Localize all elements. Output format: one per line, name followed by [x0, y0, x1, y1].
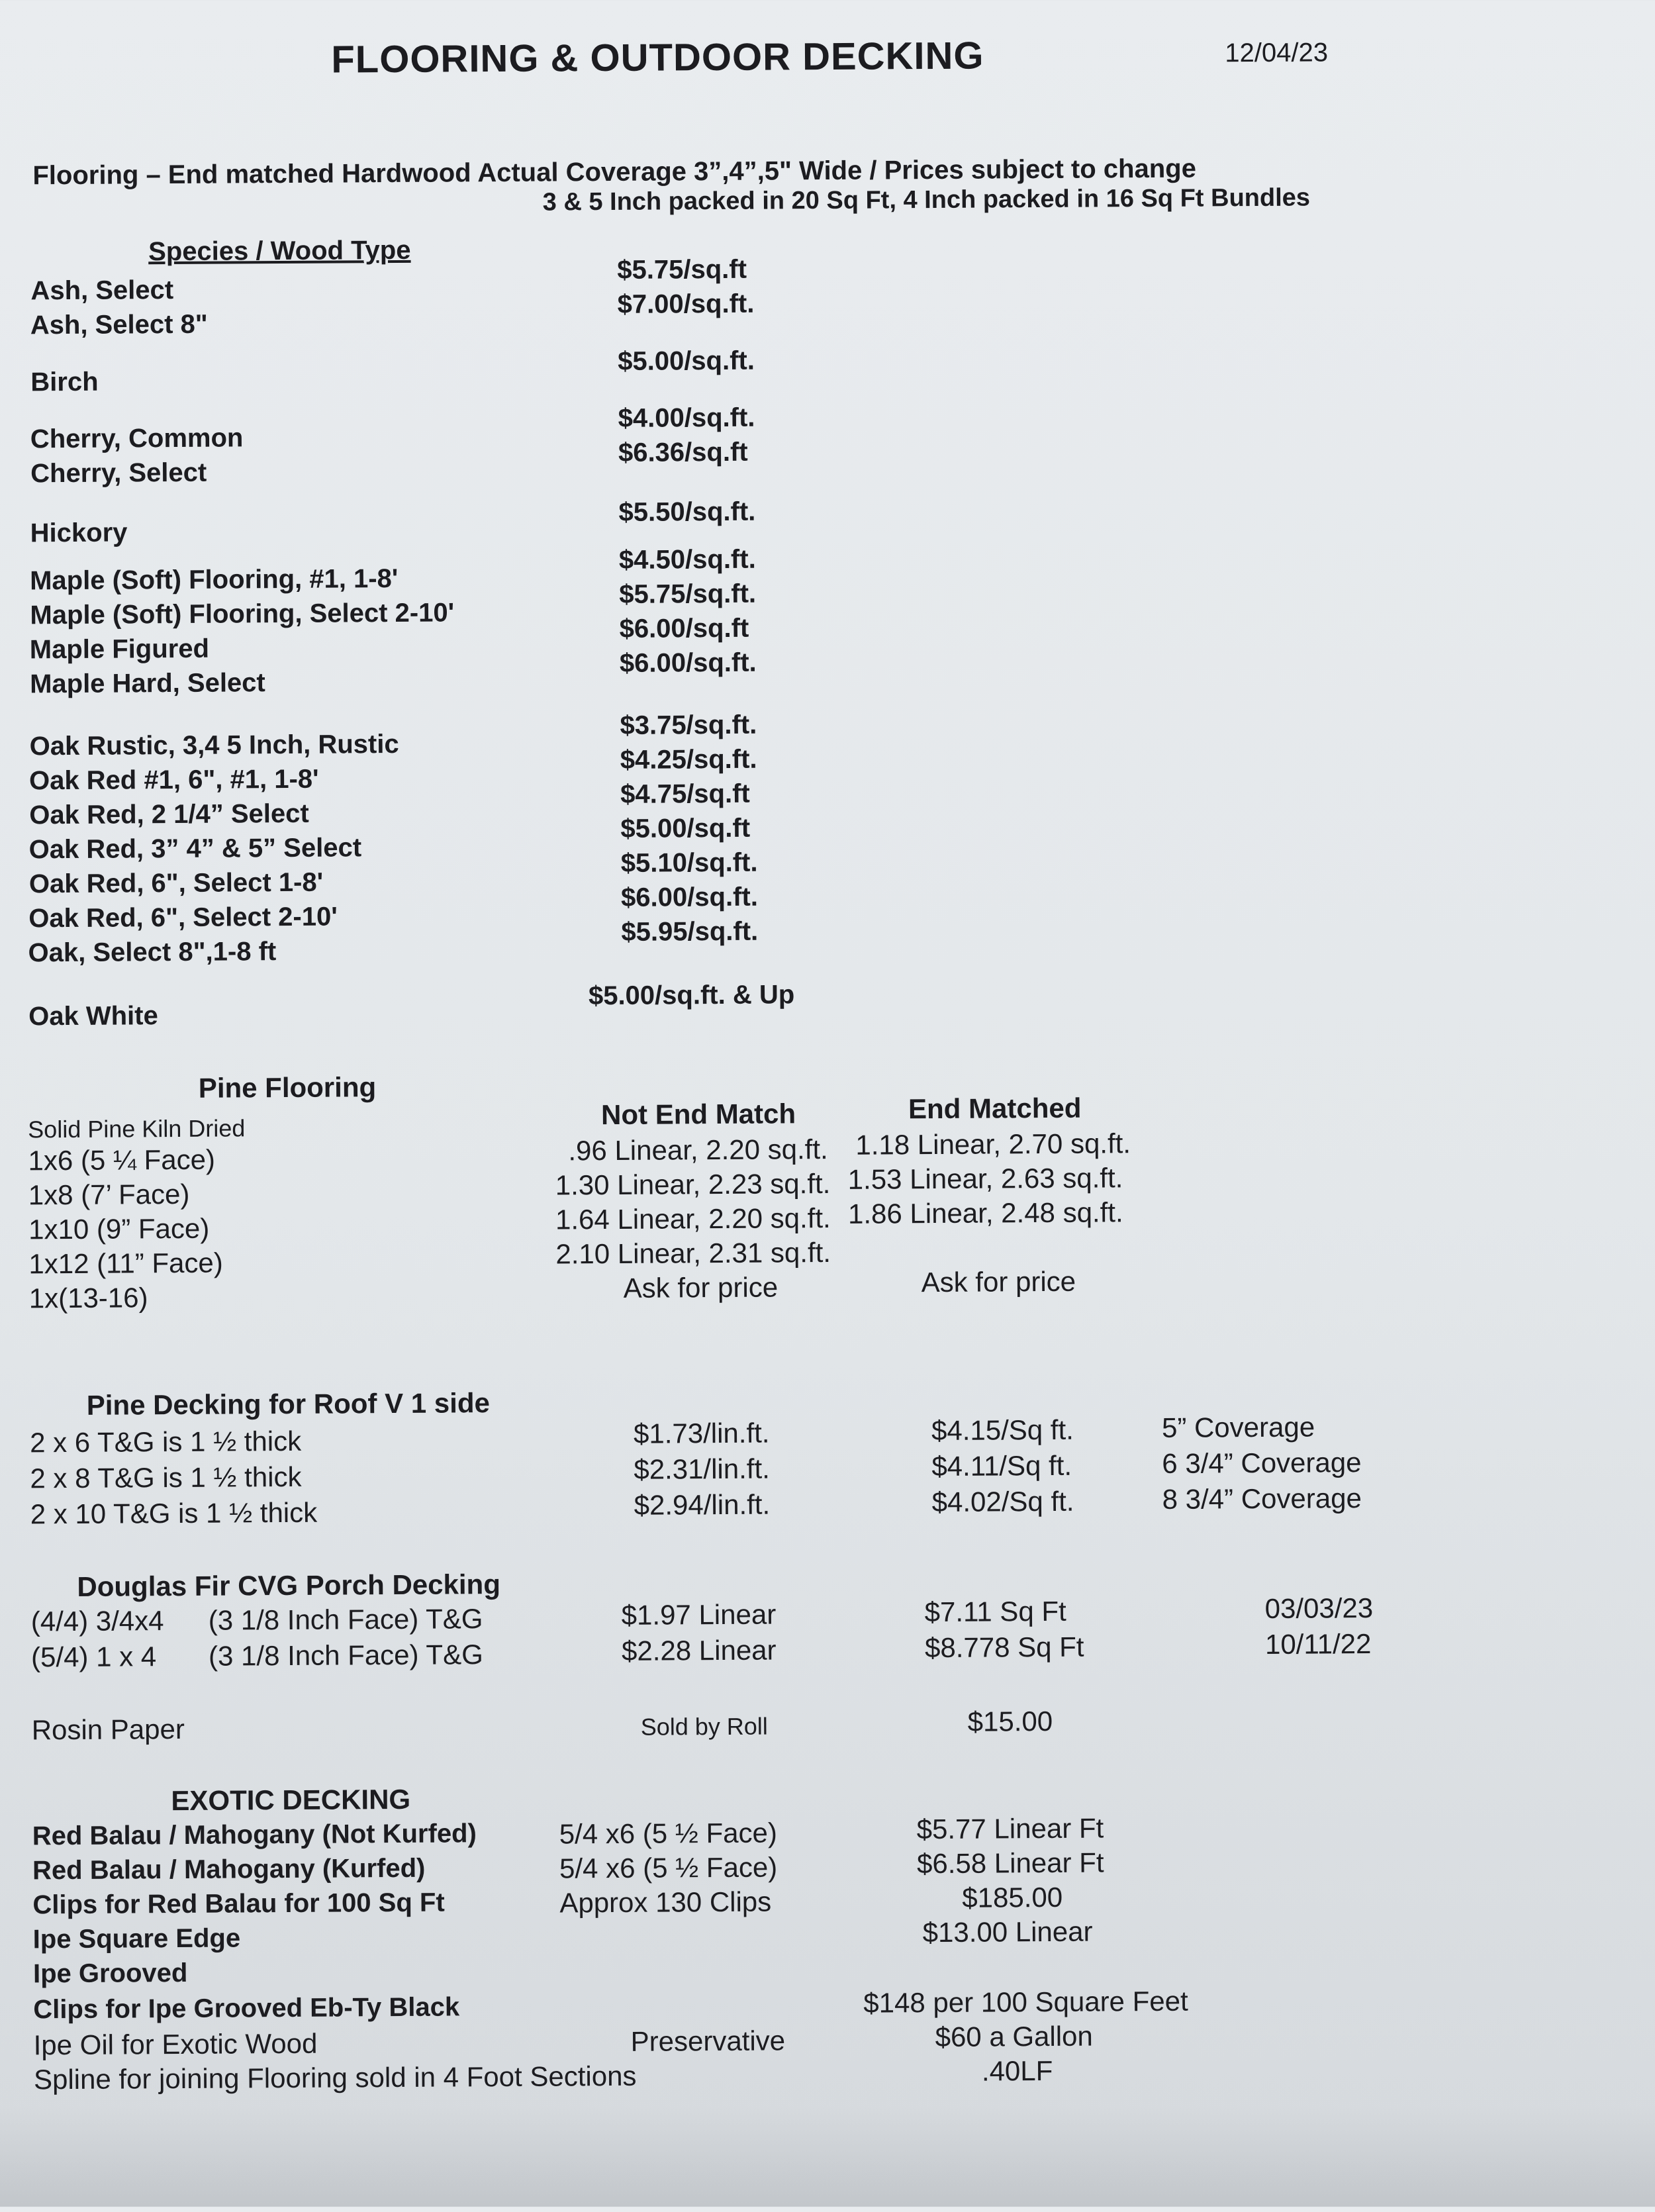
exotic-name: Ipe Oil for Exotic Wood — [33, 2027, 318, 2061]
fir-face: (3 1/8 Inch Face) T&G — [208, 1639, 483, 1672]
fir-size: (4/4) 3/4x4 — [30, 1605, 164, 1637]
hardwood-name: Oak Red, 6", Select 2-10' — [28, 902, 338, 934]
decking-linear-price: $2.94/lin.ft. — [634, 1488, 771, 1521]
exotic-name: Ipe Grooved — [32, 1958, 188, 1989]
fir-sqft-price: $8.778 Sq Ft — [924, 1631, 1084, 1664]
fir-face: (3 1/8 Inch Face) T&G — [208, 1603, 483, 1636]
hardwood-price: $5.00/sq.ft — [620, 813, 751, 843]
pine-end-price: 1.53 Linear, 2.63 sq.ft. — [847, 1162, 1123, 1195]
exotic-spec: Approx 130 Clips — [559, 1886, 772, 1919]
pine-flooring-header: Pine Flooring — [198, 1071, 377, 1104]
pine-decking-header: Pine Decking for Roof V 1 side — [86, 1387, 491, 1421]
exotic-name: Ipe Square Edge — [32, 1923, 241, 1954]
pine-size: 1x(13-16) — [28, 1282, 148, 1314]
end-matched-header: End Matched — [908, 1092, 1082, 1125]
hardwood-price: $5.75/sq.ft. — [619, 579, 757, 609]
exotic-name: Red Balau / Mahogany (Not Kurfed) — [32, 1819, 477, 1851]
decking-coverage: 8 3/4” Coverage — [1162, 1482, 1362, 1515]
exotic-price: $60 a Gallon — [935, 2020, 1093, 2053]
exotic-header: EXOTIC DECKING — [171, 1783, 411, 1817]
pine-subheader: Solid Pine Kiln Dried — [28, 1114, 246, 1143]
flooring-subtitle: Flooring – End matched Hardwood Actual Coverage 3”,4”,5" Wide / Prices subject to change — [32, 154, 1197, 191]
exotic-price: .40LF — [981, 2054, 1053, 2087]
exotic-price: $6.58 Linear Ft — [916, 1847, 1104, 1880]
rosin-price: $15.00 — [967, 1705, 1053, 1737]
bundle-note: 3 & 5 Inch packed in 20 Sq Ft, 4 Inch packed in 16 Sq Ft Bundles — [542, 183, 1311, 216]
hardwood-price: $5.50/sq.ft. — [618, 497, 756, 527]
hardwood-name: Cherry, Common — [30, 423, 244, 454]
decking-coverage: 6 3/4” Coverage — [1162, 1447, 1362, 1479]
decking-sqft-price: $4.15/Sq ft. — [931, 1414, 1074, 1447]
exotic-name: Clips for Red Balau for 100 Sq Ft — [32, 1888, 445, 1920]
fir-linear-price: $1.97 Linear — [621, 1598, 777, 1631]
hardwood-name: Cherry, Select — [30, 457, 207, 489]
hardwood-price: $5.00/sq.ft. — [618, 346, 755, 376]
hardwood-price: $3.75/sq.ft. — [620, 710, 757, 740]
hardwood-name: Ash, Select — [30, 275, 174, 306]
species-header: Species / Wood Type — [148, 235, 411, 267]
hardwood-price: $6.00/sq.ft. — [619, 648, 757, 678]
hardwood-price: $5.95/sq.ft. — [621, 916, 759, 947]
hardwood-name: Maple (Soft) Flooring, Select 2-10' — [30, 598, 455, 630]
hardwood-price: $6.00/sq.ft — [619, 613, 749, 644]
paper-shadow — [0, 2105, 1655, 2207]
hardwood-price: $6.36/sq.ft — [618, 437, 748, 467]
hardwood-name: Oak White — [28, 1001, 158, 1032]
hardwood-name: Ash, Select 8" — [30, 309, 208, 340]
hardwood-name: Oak Rustic, 3,4 5 Inch, Rustic — [29, 729, 399, 761]
hardwood-price: $4.75/sq.ft — [620, 779, 750, 809]
pine-not-end-price: Ask for price — [623, 1271, 779, 1304]
pine-end-price: 1.18 Linear, 2.70 sq.ft. — [855, 1128, 1131, 1161]
pine-size: 1x10 (9” Face) — [28, 1212, 210, 1245]
pine-size: 1x8 (7’ Face) — [28, 1178, 190, 1211]
decking-item: 2 x 8 T&G is 1 ½ thick — [30, 1461, 302, 1494]
fir-date: 03/03/23 — [1264, 1592, 1374, 1624]
decking-item: 2 x 6 T&G is 1 ½ thick — [29, 1425, 302, 1459]
pine-size: 1x12 (11” Face) — [28, 1247, 223, 1280]
decking-sqft-price: $4.02/Sq ft. — [931, 1485, 1074, 1518]
decking-sqft-price: $4.11/Sq ft. — [931, 1449, 1072, 1482]
exotic-price: $185.00 — [962, 1881, 1063, 1913]
fir-linear-price: $2.28 Linear — [621, 1634, 777, 1666]
pine-end-price: Ask for price — [921, 1265, 1076, 1298]
pine-size: 1x6 (5 ¼ Face) — [28, 1143, 216, 1177]
exotic-name: Clips for Ipe Grooved Eb-Ty Black — [33, 1992, 460, 2025]
hardwood-price: $5.75/sq.ft — [617, 254, 747, 285]
decking-item: 2 x 10 T&G is 1 ½ thick — [30, 1496, 318, 1530]
hardwood-name: Birch — [30, 367, 99, 397]
exotic-price: $13.00 Linear — [922, 1915, 1093, 1948]
exotic-spec: Preservative — [630, 2025, 786, 2057]
fir-date: 10/11/22 — [1264, 1627, 1372, 1660]
fir-size: (5/4) 1 x 4 — [30, 1641, 157, 1673]
hardwood-name: Oak Red, 3” 4” & 5” Select — [28, 833, 362, 865]
decking-linear-price: $2.31/lin.ft. — [634, 1453, 770, 1485]
document-date: 12/04/23 — [1225, 38, 1329, 68]
decking-linear-price: $1.73/lin.ft. — [633, 1417, 770, 1449]
hardwood-name: Maple Figured — [29, 634, 210, 665]
pine-not-end-price: 1.30 Linear, 2.23 sq.ft. — [555, 1167, 831, 1201]
hardwood-name: Maple (Soft) Flooring, #1, 1-8' — [30, 563, 399, 596]
decking-coverage: 5” Coverage — [1161, 1411, 1315, 1443]
hardwood-name: Oak, Select 8",1-8 ft — [28, 937, 277, 968]
fir-sqft-price: $7.11 Sq Ft — [924, 1595, 1066, 1628]
exotic-name: Spline for joining Flooring sold in 4 Foot Sections — [33, 2060, 637, 2095]
hardwood-price: $5.00/sq.ft. & Up — [588, 980, 795, 1011]
hardwood-price: $4.25/sq.ft. — [620, 744, 757, 775]
hardwood-name: Maple Hard, Select — [29, 668, 265, 699]
page-title: FLOORING & OUTDOOR DECKING — [331, 34, 984, 81]
hardwood-price: $5.10/sq.ft. — [620, 847, 758, 878]
hardwood-price: $7.00/sq.ft. — [617, 289, 755, 319]
pine-not-end-price: .96 Linear, 2.20 sq.ft. — [568, 1133, 828, 1167]
hardwood-name: Oak Red, 6", Select 1-8' — [28, 867, 324, 899]
hardwood-name: Oak Red #1, 6", #1, 1-8' — [28, 764, 319, 796]
pine-end-price: 1.86 Linear, 2.48 sq.ft. — [847, 1196, 1123, 1229]
exotic-price: $148 per 100 Square Feet — [863, 1985, 1188, 2019]
hardwood-price: $4.50/sq.ft. — [618, 544, 756, 575]
exotic-name: Red Balau / Mahogany (Kurfed) — [32, 1853, 426, 1886]
exotic-spec: 5/4 x6 (5 ½ Face) — [559, 1817, 778, 1850]
pine-not-end-price: 1.64 Linear, 2.20 sq.ft. — [555, 1202, 831, 1235]
exotic-spec: 5/4 x6 (5 ½ Face) — [559, 1851, 778, 1884]
pine-not-end-price: 2.10 Linear, 2.31 sq.ft. — [555, 1236, 831, 1270]
hardwood-name: Hickory — [30, 518, 128, 548]
not-end-match-header: Not End Match — [600, 1098, 796, 1131]
douglas-fir-header: Douglas Fir CVG Porch Decking — [77, 1568, 501, 1602]
rosin-unit: Sold by Roll — [640, 1712, 768, 1741]
rosin-name: Rosin Paper — [31, 1713, 185, 1746]
exotic-price: $5.77 Linear Ft — [916, 1812, 1104, 1845]
hardwood-price: $4.00/sq.ft. — [618, 403, 755, 433]
hardwood-price: $6.00/sq.ft. — [620, 882, 758, 912]
hardwood-name: Oak Red, 2 1/4” Select — [29, 798, 309, 830]
